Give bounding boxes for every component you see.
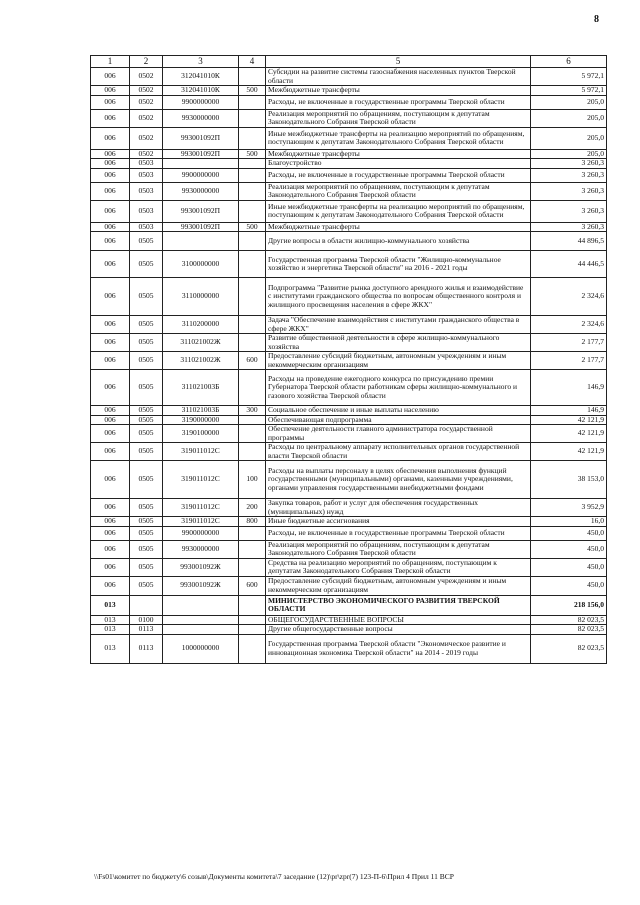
expense-type-cell [239, 68, 266, 86]
section-code-cell: 0505 [130, 232, 163, 251]
amount-cell: 42 121,9 [531, 443, 607, 461]
amount-cell: 3 952,9 [531, 499, 607, 517]
amount-cell: 3 260,3 [531, 200, 607, 222]
admin-code-cell: 006 [91, 159, 130, 169]
table-row [91, 86, 607, 96]
expense-type-cell [239, 558, 266, 576]
target-article-cell: 3190000000 [163, 415, 239, 425]
table-row [91, 316, 607, 334]
amount-cell: 82 023,5 [531, 625, 607, 635]
amount-cell: 3 260,3 [531, 159, 607, 169]
amount-cell: 5 972,1 [531, 68, 607, 86]
table-row [91, 95, 607, 109]
expense-type-cell: 500 [239, 86, 266, 96]
expense-type-cell [239, 625, 266, 635]
amount-cell: 205,0 [531, 95, 607, 109]
table-row [91, 634, 607, 663]
header-cell: 1 [91, 56, 130, 68]
budget-table-body [91, 56, 607, 664]
target-article-cell: 319011012С [163, 461, 239, 499]
admin-code-cell: 006 [91, 443, 130, 461]
section-code-cell: 0100 [130, 615, 163, 625]
admin-code-cell: 006 [91, 251, 130, 278]
expense-type-cell [239, 251, 266, 278]
description-cell: Реализация мероприятий по обращениям, поступающим к депутатам Законодательного Собрания Тверской области [266, 182, 531, 200]
header-cell: 3 [163, 56, 239, 68]
table-row [91, 200, 607, 222]
header-cell: 2 [130, 56, 163, 68]
section-code-cell: 0503 [130, 200, 163, 222]
amount-cell: 146,9 [531, 370, 607, 406]
target-article-cell: 993001092П [163, 127, 239, 149]
section-code-cell: 0505 [130, 316, 163, 334]
target-article-cell: 3110200000 [163, 316, 239, 334]
expense-type-cell [239, 232, 266, 251]
amount-cell: 2 177,7 [531, 334, 607, 352]
section-code-cell: 0505 [130, 251, 163, 278]
admin-code-cell: 013 [91, 625, 130, 635]
amount-cell: 3 260,3 [531, 168, 607, 182]
expense-type-cell [239, 95, 266, 109]
admin-code-cell: 006 [91, 95, 130, 109]
admin-code-cell: 006 [91, 200, 130, 222]
target-article-cell: 9930000000 [163, 540, 239, 558]
description-cell: Межбюджетные трансферты [266, 149, 531, 159]
description-cell: Развитие общественной деятельности в сфере жилищно-коммунального хозяйства [266, 334, 531, 352]
target-article-cell: 311021002Ж [163, 334, 239, 352]
description-cell: Расходы на проведение ежегодного конкурса по присуждению премии Губернатора Тверской области работникам сферы жилищно-коммунального и газового хозяйства Тверской области [266, 370, 531, 406]
admin-code-cell: 006 [91, 127, 130, 149]
section-code-cell: 0502 [130, 109, 163, 127]
admin-code-cell: 013 [91, 595, 130, 615]
admin-code-cell: 006 [91, 222, 130, 232]
amount-cell: 205,0 [531, 149, 607, 159]
target-article-cell: 319011012С [163, 517, 239, 527]
section-code-cell: 0505 [130, 576, 163, 595]
table-row [91, 127, 607, 149]
amount-cell: 3 260,3 [531, 222, 607, 232]
expense-type-cell [239, 415, 266, 425]
expense-type-cell [239, 109, 266, 127]
header-cell: 5 [266, 56, 531, 68]
target-article-cell: 3100000000 [163, 251, 239, 278]
description-cell: Другие вопросы в области жилищно-коммунального хозяйства [266, 232, 531, 251]
description-cell: Расходы по центральному аппарату исполнительных органов государственной власти Тверской области [266, 443, 531, 461]
target-article-cell: 9900000000 [163, 95, 239, 109]
target-article-cell: 311021002Ж [163, 352, 239, 370]
table-row [91, 370, 607, 406]
table-row [91, 68, 607, 86]
header-cell: 6 [531, 56, 607, 68]
section-code-cell: 0113 [130, 625, 163, 635]
section-code-cell: 0502 [130, 149, 163, 159]
table-row [91, 334, 607, 352]
section-code-cell: 0113 [130, 634, 163, 663]
target-article-cell: 9930000000 [163, 109, 239, 127]
amount-cell: 3 260,3 [531, 182, 607, 200]
section-code-cell: 0503 [130, 182, 163, 200]
table-row [91, 251, 607, 278]
target-article-cell: 993001092П [163, 200, 239, 222]
admin-code-cell: 006 [91, 425, 130, 443]
expense-type-cell [239, 127, 266, 149]
description-cell: Другие общегосударственные вопросы [266, 625, 531, 635]
expense-type-cell [239, 540, 266, 558]
budget-table [90, 55, 607, 664]
target-article-cell: 3190100000 [163, 425, 239, 443]
target-article-cell: 312041010К [163, 68, 239, 86]
expense-type-cell [239, 182, 266, 200]
table-row [91, 109, 607, 127]
target-article-cell: 3110000000 [163, 278, 239, 316]
description-cell: Государственная программа Тверской области "Экономическое развитие и инновационная экономика Тверской области" на 2014 - 2019 годы [266, 634, 531, 663]
table-row [91, 443, 607, 461]
expense-type-cell: 800 [239, 517, 266, 527]
admin-code-cell: 006 [91, 526, 130, 540]
expense-type-cell [239, 443, 266, 461]
description-cell: Подпрограмма "Развитие рынка доступного арендного жилья и взаимодействие с институтами гражданского общества по вопросам общественного контроля и жилищного просвещения населения в сфере ЖКХ" [266, 278, 531, 316]
table-row [91, 278, 607, 316]
section-code-cell: 0505 [130, 278, 163, 316]
description-cell: Иные межбюджетные трансферты на реализацию мероприятий по обращениям, поступающим к депутатам Законодательного Собрания Тверской области [266, 127, 531, 149]
description-cell: Средства на реализацию мероприятий по обращениям, поступающим к депутатам Законодательного Собрания Тверской области [266, 558, 531, 576]
description-cell: Межбюджетные трансферты [266, 222, 531, 232]
target-article-cell [163, 625, 239, 635]
target-article-cell: 993001092П [163, 222, 239, 232]
admin-code-cell: 006 [91, 168, 130, 182]
admin-code-cell: 006 [91, 68, 130, 86]
amount-cell: 205,0 [531, 127, 607, 149]
amount-cell: 5 972,1 [531, 86, 607, 96]
section-code-cell: 0503 [130, 222, 163, 232]
admin-code-cell: 006 [91, 109, 130, 127]
section-code-cell: 0505 [130, 415, 163, 425]
table-row [91, 168, 607, 182]
section-code-cell: 0505 [130, 425, 163, 443]
admin-code-cell: 006 [91, 406, 130, 416]
table-row [91, 425, 607, 443]
expense-type-cell [239, 425, 266, 443]
amount-cell: 450,0 [531, 576, 607, 595]
section-code-cell: 0503 [130, 159, 163, 169]
target-article-cell: 311021003Б [163, 406, 239, 416]
admin-code-cell: 006 [91, 499, 130, 517]
table-row [91, 159, 607, 169]
admin-code-cell: 006 [91, 461, 130, 499]
section-code-cell: 0505 [130, 370, 163, 406]
table-row [91, 615, 607, 625]
header-cell: 4 [239, 56, 266, 68]
expense-type-cell [239, 200, 266, 222]
amount-cell: 44 896,5 [531, 232, 607, 251]
description-cell: Благоустройство [266, 159, 531, 169]
section-code-cell [130, 595, 163, 615]
section-code-cell: 0505 [130, 540, 163, 558]
expense-type-cell: 600 [239, 352, 266, 370]
amount-cell: 82 023,5 [531, 634, 607, 663]
description-cell: Межбюджетные трансферты [266, 86, 531, 96]
section-code-cell: 0502 [130, 127, 163, 149]
description-cell: Государственная программа Тверской области "Жилищно-коммунальное хозяйство и энергетика Тверской области" на 2016 - 2021 годы [266, 251, 531, 278]
table-row [91, 499, 607, 517]
description-cell: Обеспечение деятельности главного администратора государственной программы [266, 425, 531, 443]
admin-code-cell: 006 [91, 86, 130, 96]
admin-code-cell: 006 [91, 517, 130, 527]
description-cell: Обеспечивающая подпрограмма [266, 415, 531, 425]
target-article-cell: 9900000000 [163, 526, 239, 540]
section-code-cell: 0505 [130, 526, 163, 540]
target-article-cell: 9930000000 [163, 182, 239, 200]
description-cell: Субсидии на развитие системы газоснабжения населенных пунктов Тверской области [266, 68, 531, 86]
section-code-cell: 0505 [130, 352, 163, 370]
page-number: 8 [594, 14, 599, 25]
expense-type-cell: 200 [239, 499, 266, 517]
footer-file-path: \\Fs01\комитет по бюджету\6 созыв\Документы комитета\7 заседание (12)\pr\zpr(7) 123-П-6\Прил 4 Прил 11 ВСР [94, 872, 454, 881]
section-code-cell: 0505 [130, 499, 163, 517]
amount-cell: 450,0 [531, 558, 607, 576]
target-article-cell: 993001092П [163, 149, 239, 159]
expense-type-cell [239, 526, 266, 540]
admin-code-cell: 006 [91, 558, 130, 576]
admin-code-cell: 006 [91, 370, 130, 406]
amount-cell: 146,9 [531, 406, 607, 416]
amount-cell: 450,0 [531, 526, 607, 540]
expense-type-cell: 300 [239, 406, 266, 416]
table-row [91, 540, 607, 558]
expense-type-cell [239, 168, 266, 182]
amount-cell: 218 156,0 [531, 595, 607, 615]
section-code-cell: 0502 [130, 86, 163, 96]
target-article-cell [163, 232, 239, 251]
admin-code-cell: 013 [91, 615, 130, 625]
admin-code-cell: 006 [91, 278, 130, 316]
description-cell: Предоставление субсидий бюджетным, автономным учреждениям и иным некоммерческим организациям [266, 352, 531, 370]
target-article-cell [163, 595, 239, 615]
table-row [91, 222, 607, 232]
amount-cell: 42 121,9 [531, 425, 607, 443]
target-article-cell: 9900000000 [163, 168, 239, 182]
table-row [91, 595, 607, 615]
description-cell: Предоставление субсидий бюджетным, автономным учреждениям и иным некоммерческим организациям [266, 576, 531, 595]
section-code-cell: 0502 [130, 95, 163, 109]
section-code-cell: 0503 [130, 168, 163, 182]
amount-cell: 44 446,5 [531, 251, 607, 278]
section-code-cell: 0505 [130, 558, 163, 576]
expense-type-cell: 500 [239, 149, 266, 159]
expense-type-cell [239, 159, 266, 169]
section-code-cell: 0505 [130, 461, 163, 499]
amount-cell: 205,0 [531, 109, 607, 127]
description-cell: Задача "Обеспечение взаимодействия с институтами гражданского общества в сфере ЖКХ" [266, 316, 531, 334]
section-code-cell: 0502 [130, 68, 163, 86]
table-row [91, 526, 607, 540]
description-cell: МИНИСТЕРСТВО ЭКОНОМИЧЕСКОГО РАЗВИТИЯ ТВЕРСКОЙ ОБЛАСТИ [266, 595, 531, 615]
target-article-cell: 993001092Ж [163, 576, 239, 595]
amount-cell: 450,0 [531, 540, 607, 558]
target-article-cell [163, 159, 239, 169]
target-article-cell: 993001092Ж [163, 558, 239, 576]
amount-cell: 38 153,0 [531, 461, 607, 499]
table-row [91, 415, 607, 425]
section-code-cell: 0505 [130, 406, 163, 416]
description-cell: Реализация мероприятий по обращениям, поступающим к депутатам Законодательного Собрания Тверской области [266, 109, 531, 127]
table-row [91, 149, 607, 159]
expense-type-cell [239, 615, 266, 625]
expense-type-cell [239, 278, 266, 316]
description-cell: Закупка товаров, работ и услуг для обеспечения государственных (муниципальных) нужд [266, 499, 531, 517]
admin-code-cell: 013 [91, 634, 130, 663]
amount-cell: 2 324,6 [531, 316, 607, 334]
admin-code-cell: 006 [91, 415, 130, 425]
amount-cell: 82 023,5 [531, 615, 607, 625]
expense-type-cell [239, 634, 266, 663]
expense-type-cell: 100 [239, 461, 266, 499]
description-cell: Социальное обеспечение и иные выплаты населению [266, 406, 531, 416]
expense-type-cell [239, 370, 266, 406]
admin-code-cell: 006 [91, 540, 130, 558]
admin-code-cell: 006 [91, 182, 130, 200]
target-article-cell: 319011012С [163, 443, 239, 461]
description-cell: Иные бюджетные ассигнования [266, 517, 531, 527]
admin-code-cell: 006 [91, 334, 130, 352]
admin-code-cell: 006 [91, 232, 130, 251]
description-cell: Расходы, не включенные в государственные программы Тверской области [266, 526, 531, 540]
expense-type-cell [239, 316, 266, 334]
target-article-cell [163, 615, 239, 625]
table-row [91, 625, 607, 635]
table-row [91, 558, 607, 576]
section-code-cell: 0505 [130, 334, 163, 352]
amount-cell: 16,0 [531, 517, 607, 527]
section-code-cell: 0505 [130, 443, 163, 461]
target-article-cell: 319011012С [163, 499, 239, 517]
amount-cell: 2 324,6 [531, 278, 607, 316]
expense-type-cell [239, 595, 266, 615]
table-row [91, 406, 607, 416]
admin-code-cell: 006 [91, 352, 130, 370]
target-article-cell: 312041010К [163, 86, 239, 96]
expense-type-cell: 500 [239, 222, 266, 232]
table-row [91, 461, 607, 499]
section-code-cell: 0505 [130, 517, 163, 527]
admin-code-cell: 006 [91, 316, 130, 334]
table-header-row [91, 56, 607, 68]
admin-code-cell: 006 [91, 576, 130, 595]
target-article-cell: 311021003Б [163, 370, 239, 406]
description-cell: Иные межбюджетные трансферты на реализацию мероприятий по обращениям, поступающим к депутатам Законодательного Собрания Тверской области [266, 200, 531, 222]
expense-type-cell: 600 [239, 576, 266, 595]
admin-code-cell: 006 [91, 149, 130, 159]
expense-type-cell [239, 334, 266, 352]
description-cell: Расходы, не включенные в государственные программы Тверской области [266, 95, 531, 109]
table-row [91, 576, 607, 595]
table-row [91, 352, 607, 370]
description-cell: ОБЩЕГОСУДАРСТВЕННЫЕ ВОПРОСЫ [266, 615, 531, 625]
description-cell: Расходы на выплаты персоналу в целях обеспечения выполнения функций государственными (муниципальными) органами, казенными учреждениями, органами управления государственными внебюджетными фондами [266, 461, 531, 499]
amount-cell: 2 177,7 [531, 352, 607, 370]
target-article-cell: 1000000000 [163, 634, 239, 663]
table-row [91, 182, 607, 200]
amount-cell: 42 121,9 [531, 415, 607, 425]
description-cell: Расходы, не включенные в государственные программы Тверской области [266, 168, 531, 182]
table-row [91, 517, 607, 527]
description-cell: Реализация мероприятий по обращениям, поступающим к депутатам Законодательного Собрания Тверской области [266, 540, 531, 558]
table-row [91, 232, 607, 251]
